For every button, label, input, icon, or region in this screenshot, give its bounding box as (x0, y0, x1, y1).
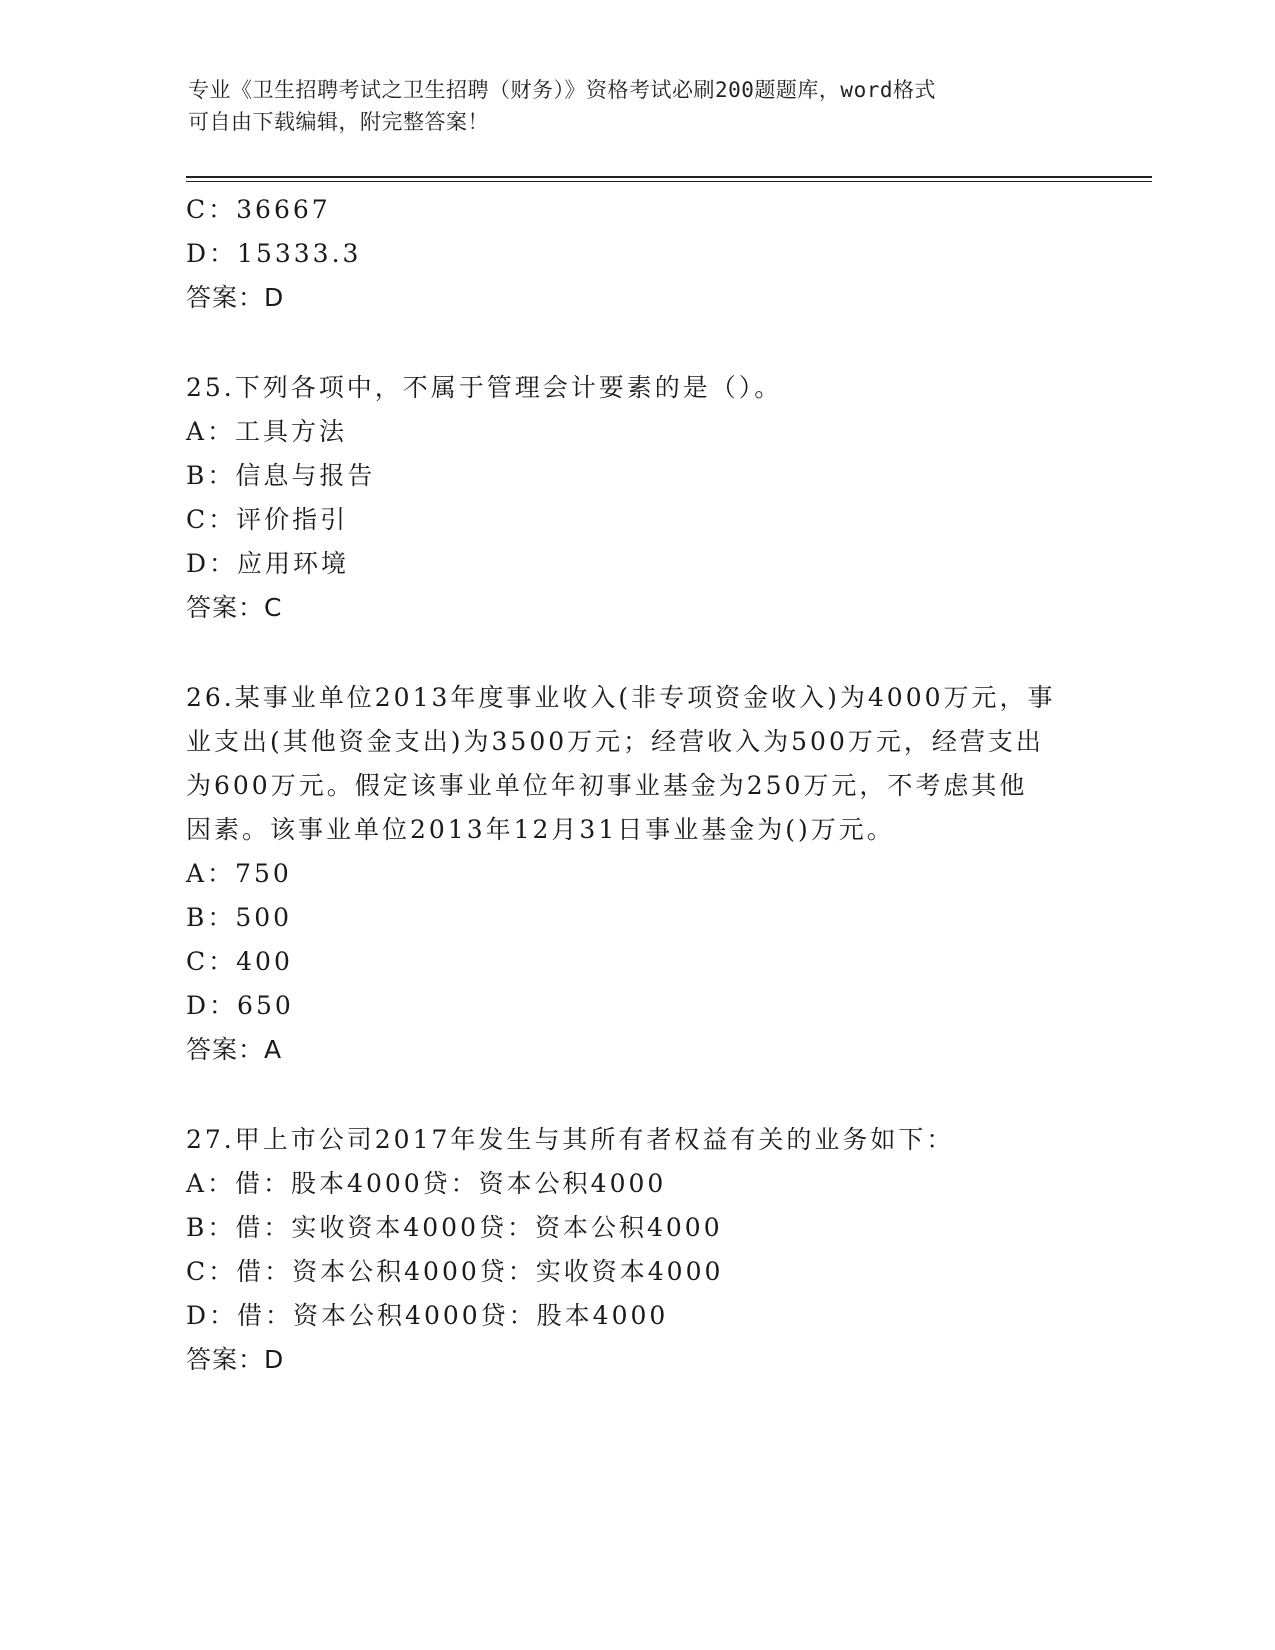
q27-option-c: C：借：资本公积4000贷：实收资本4000 (186, 1257, 724, 1286)
header-divider-thick (186, 176, 1152, 178)
q25-stem: 25.下列各项中，不属于管理会计要素的是（）。 (186, 373, 783, 402)
header-line-2: 可自由下载编辑，附完整答案！ (188, 110, 489, 134)
q26-option-c: C：400 (186, 947, 293, 976)
q27-option-b: B：借：实收资本4000贷：资本公积4000 (186, 1213, 723, 1242)
q27-stem: 27.甲上市公司2017年发生与其所有者权益有关的业务如下： (186, 1125, 955, 1154)
header-line-1: 专业《卫生招聘考试之卫生招聘（财务）》资格考试必刷200题题库，word格式 (188, 78, 936, 102)
q25-option-b: B：信息与报告 (186, 461, 376, 490)
q25-option-c: C：评价指引 (186, 505, 349, 534)
q25-option-a: A：工具方法 (186, 417, 348, 446)
q26-stem-line-4: 因素。该事业单位2013年12月31日事业基金为()万元。 (186, 815, 895, 844)
q24-answer: 答案：D (186, 283, 285, 312)
q26-stem-line-1: 26.某事业单位2013年度事业收入(非专项资金收入)为4000万元，事 (186, 683, 1056, 712)
q24-option-c: C：36667 (186, 195, 331, 224)
q27-answer: 答案：D (186, 1345, 285, 1374)
q26-answer: 答案：A (186, 1035, 283, 1064)
q24-option-d: D：15333.3 (186, 239, 362, 268)
q27-option-a: A：借：股本4000贷：资本公积4000 (186, 1169, 667, 1198)
q25-option-d: D：应用环境 (186, 549, 350, 578)
header-divider-thin (186, 181, 1152, 182)
q27-option-d: D：借：资本公积4000贷：股本4000 (186, 1301, 669, 1330)
q26-option-a: A：750 (186, 859, 292, 888)
q26-stem-line-3: 为600万元。假定该事业单位年初事业基金为250万元，不考虑其他 (186, 771, 1028, 800)
q25-answer: 答案：C (186, 593, 283, 622)
document-header (188, 74, 1088, 138)
q26-option-d: D：650 (186, 991, 294, 1020)
q26-stem-line-2: 业支出(其他资金支出)为3500万元；经营收入为500万元，经营支出 (186, 727, 1044, 756)
q26-option-b: B：500 (186, 903, 293, 932)
